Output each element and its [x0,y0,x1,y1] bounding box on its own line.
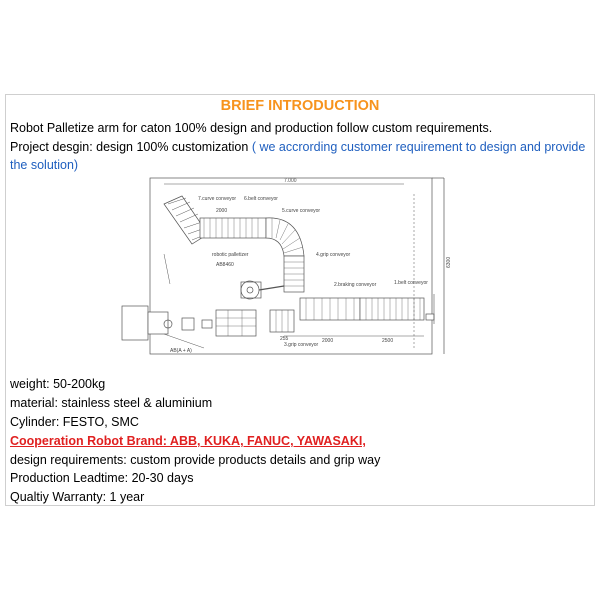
belt-conveyor-1 [360,298,434,320]
palletizer-layout-drawing [104,174,480,374]
spec-cylinder: Cylinder: FESTO, SMC [10,415,139,429]
spec-weight: weight: 50-200kg [10,377,106,391]
belt-conveyor-6 [200,218,266,238]
grip-conveyor-4 [284,256,304,292]
label-curve-7: 7.curve conveyor [198,196,237,202]
grip-conveyor-3 [270,310,294,332]
label-axis: AB(A + A) [170,348,192,354]
design-note-1: ( we accrording customer requirement to design and provide [251,140,586,154]
spec-warranty: Qualtiy Warranty: 1 year [10,490,145,504]
spec-leadtime: Production Leadtime: 20-30 days [10,471,194,485]
dim-top: 7.000 [284,178,297,184]
robotic-palletizer [241,281,284,299]
intro-text: Robot Palletize arm for caton 100% design and production follow custom requirements. [10,121,493,135]
dim-2000-top: 2000 [216,208,228,214]
label-belt-1: 1.belt conveyor [394,280,428,286]
spec-material: material: stainless steel & aluminium [10,396,213,410]
label-braking-2: 2.braking conveyor [334,282,377,288]
dim-6300: 6300 [446,256,452,268]
pallet-stack [202,310,256,336]
dim-2000-bottom: 2000 [322,338,334,344]
dim-255: 255 [280,336,289,342]
label-robot: robotic palletizer [212,252,249,258]
braking-conveyor-2 [300,298,360,320]
label-belt-6: 6.belt conveyor [244,196,278,202]
label-grip-3: 3.grip conveyor [284,342,319,348]
spec-design-requirements: design requirements: custom provide products details and grip way [10,453,381,467]
label-grip-4: 4.grip conveyor [316,252,351,258]
label-robot-model: AB8460 [216,262,234,268]
label-curve-5: 5.curve conveyor [282,208,321,214]
dim-2500: 2500 [382,338,394,344]
design-prefix: Project desgin: design 100% customization [10,140,249,154]
design-line [10,139,585,156]
design-note-2: the solution) [10,158,79,172]
forklift [122,306,194,340]
section-heading: BRIEF INTRODUCTION [220,98,380,114]
curve-conveyor-5 [266,218,304,256]
spec-robot-brands: Cooperation Robot Brand: ABB, KUKA, FANUC, YAWASAKI, [10,434,366,448]
